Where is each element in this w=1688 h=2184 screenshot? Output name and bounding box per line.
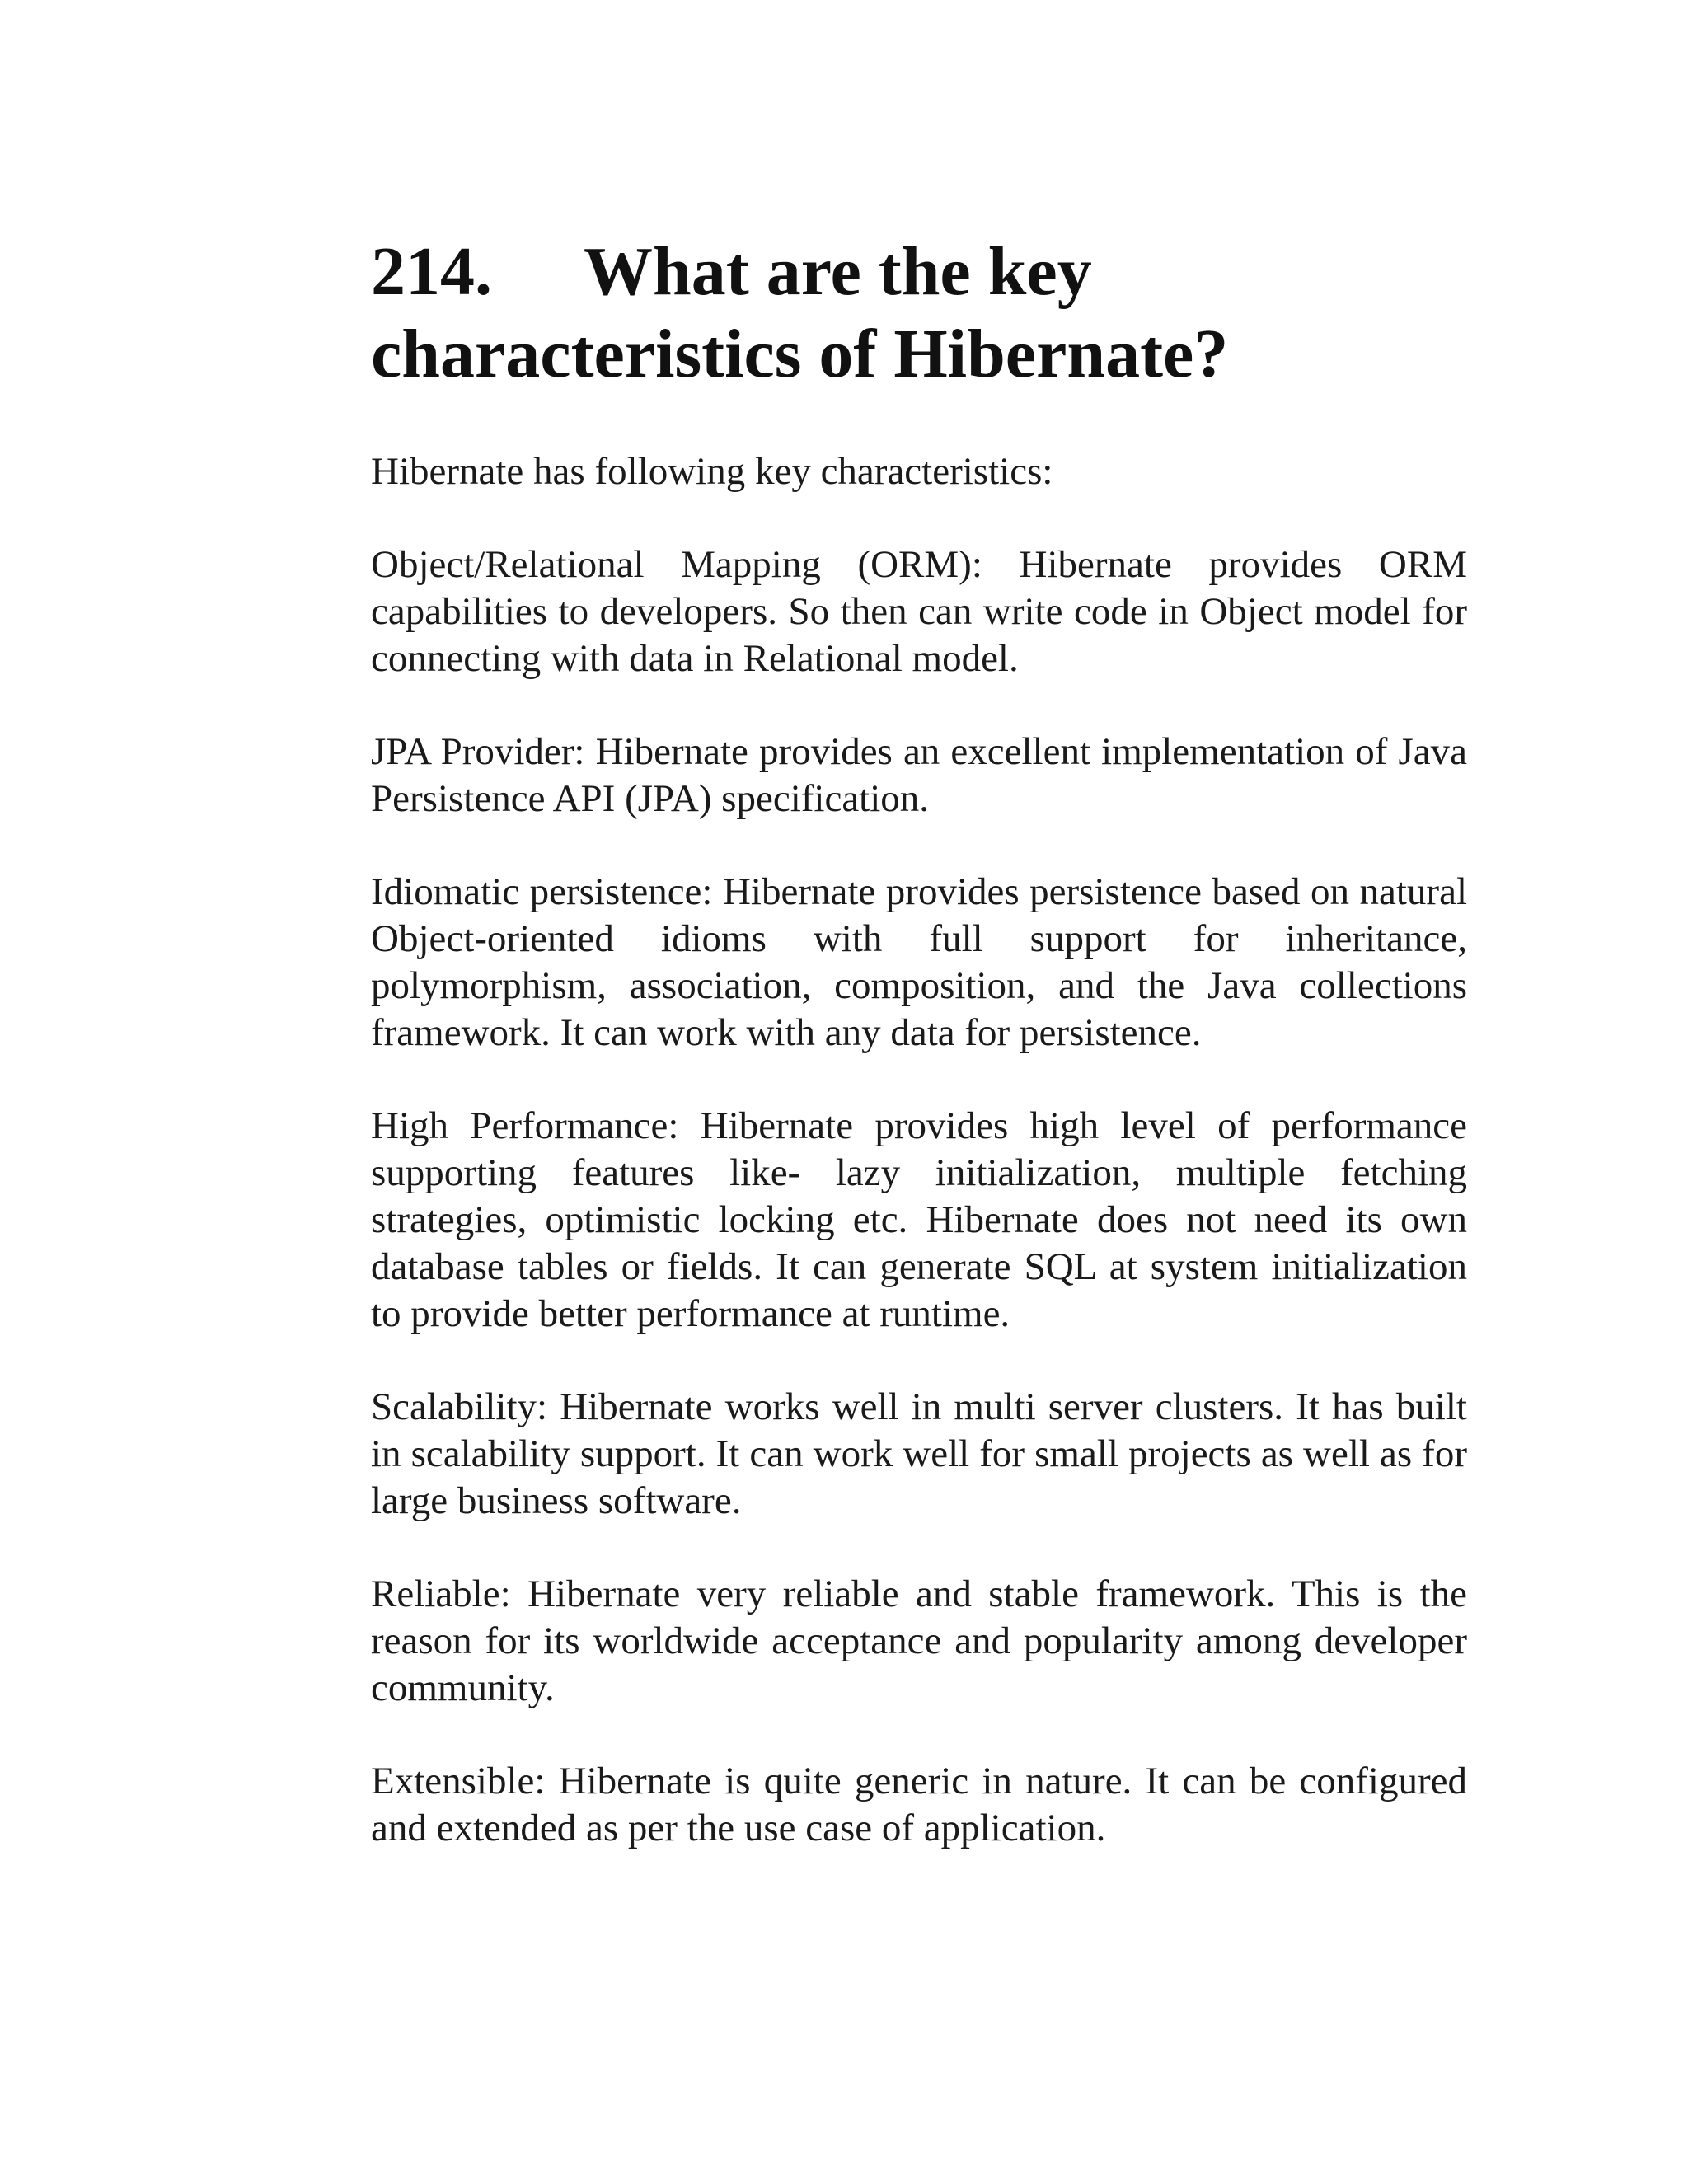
question-title-line2: characteristics of Hibernate? [371,316,1229,392]
question-number: 214. [371,233,492,310]
question-heading [371,231,1467,396]
document-page [371,231,1467,1898]
paragraph-reliable: Reliable: Hibernate very reliable and stable framework. This is the reason for its worldwide acceptance and popularity among developer community. [371,1572,1467,1709]
paragraph-idiomatic-persistence: Idiomatic persistence: Hibernate provides persistence based on natural Object-oriented idioms with full support for inheritance, polymorphism, association, composition, and the Java collections framework. It can work with any data for persistence. [371,870,1467,1054]
paragraph-scalability: Scalability: Hibernate works well in multi server clusters. It has built in scalability support. It can work well for small projects as well as for large business software. [371,1385,1467,1522]
paragraph-high-performance: High Performance: Hibernate provides high level of performance supporting features like- lazy initialization, multiple fetching strategies, optimistic locking etc. Hibernate does not need its own database tables or fields. It can generate SQL at system initialization to provide better performance at runtime. [371,1104,1467,1335]
paragraph-extensible: Extensible: Hibernate is quite generic in nature. It can be configured and extended as per the use case of application. [371,1760,1467,1849]
question-title-line1: What are the key [584,233,1092,310]
paragraph-jpa-provider: JPA Provider: Hibernate provides an excellent implementation of Java Persistence API (JPA) specification. [371,730,1467,820]
paragraph-orm: Object/Relational Mapping (ORM): Hibernate provides ORM capabilities to developers. So then can write code in Object model for connecting with data in Relational model. [371,543,1467,680]
intro-text: Hibernate has following key characteristics: [371,450,1053,493]
